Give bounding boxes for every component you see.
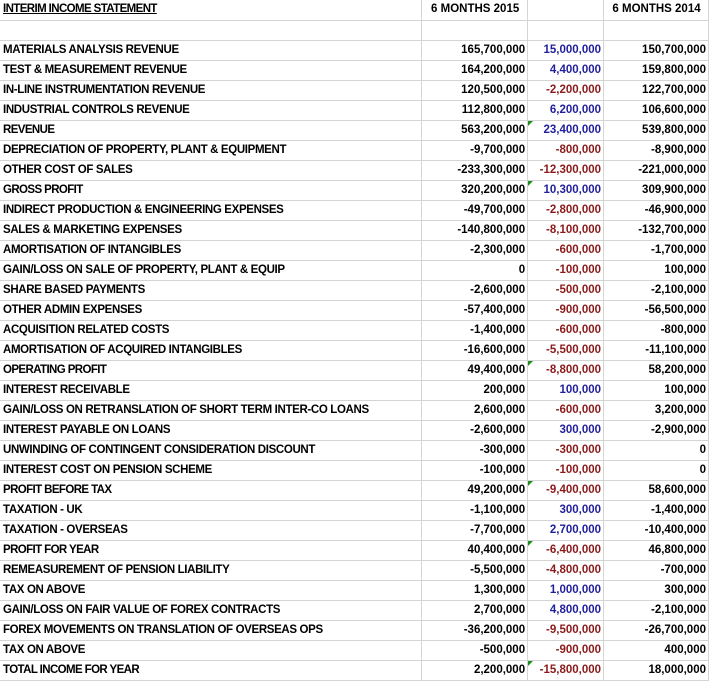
- variance-value[interactable]: -900,000: [528, 300, 604, 320]
- prior-period-value[interactable]: 159,800,000: [604, 60, 709, 80]
- current-period-value[interactable]: -16,600,000: [422, 340, 528, 360]
- line-item-label[interactable]: INTEREST RECEIVABLE: [0, 380, 422, 400]
- current-period-value[interactable]: 563,200,000: [422, 120, 528, 140]
- line-item-label[interactable]: AMORTISATION OF ACQUIRED INTANGIBLES: [0, 340, 422, 360]
- header-row: [0, 0, 709, 20]
- current-period-value[interactable]: -9,700,000: [422, 140, 528, 160]
- prior-period-value[interactable]: 0: [604, 440, 709, 460]
- variance-value[interactable]: 4,800,000: [528, 600, 604, 620]
- variance-value[interactable]: 300,000: [528, 500, 604, 520]
- current-period-value[interactable]: -300,000: [422, 440, 528, 460]
- current-period-value[interactable]: 200,000: [422, 380, 528, 400]
- table-row: [0, 300, 709, 320]
- line-item-label[interactable]: ACQUISITION RELATED COSTS: [0, 320, 422, 340]
- variance-value[interactable]: -8,100,000: [528, 220, 604, 240]
- line-item-label[interactable]: REVENUE: [0, 120, 422, 140]
- table-row: [0, 120, 709, 140]
- table-row: [0, 240, 709, 260]
- prior-period-value[interactable]: -800,000: [604, 320, 709, 340]
- table-row: [0, 440, 709, 460]
- cell-title[interactable]: [0, 0, 422, 20]
- prior-period-value[interactable]: -221,000,000: [604, 160, 709, 180]
- prior-period-value[interactable]: 100,000: [604, 380, 709, 400]
- prior-period-value[interactable]: 18,000,000: [604, 660, 709, 680]
- prior-period-value[interactable]: -2,100,000: [604, 280, 709, 300]
- current-period-value[interactable]: -2,600,000: [422, 420, 528, 440]
- line-item-label[interactable]: UNWINDING OF CONTINGENT CONSIDERATION DISCOUNT: [0, 440, 422, 460]
- variance-value[interactable]: -9,500,000: [528, 620, 604, 640]
- current-period-value[interactable]: -233,300,000: [422, 160, 528, 180]
- line-item-label[interactable]: OTHER ADMIN EXPENSES: [0, 300, 422, 320]
- line-item-label[interactable]: INTEREST PAYABLE ON LOANS: [0, 420, 422, 440]
- prior-period-value[interactable]: 106,600,000: [604, 100, 709, 120]
- variance-value[interactable]: -600,000: [528, 320, 604, 340]
- prior-period-value[interactable]: 309,900,000: [604, 180, 709, 200]
- line-item-label[interactable]: INDIRECT PRODUCTION & ENGINEERING EXPENSES: [0, 200, 422, 220]
- table-row: [0, 660, 709, 680]
- table-row: [0, 160, 709, 180]
- prior-period-value[interactable]: 0: [604, 460, 709, 480]
- prior-period-value[interactable]: 3,200,000: [604, 400, 709, 420]
- table-row: [0, 620, 709, 640]
- table-row: [0, 420, 709, 440]
- prior-period-value[interactable]: -2,900,000: [604, 420, 709, 440]
- prior-period-value[interactable]: -2,100,000: [604, 600, 709, 620]
- prior-period-value[interactable]: 58,600,000: [604, 480, 709, 500]
- line-item-label[interactable]: GAIN/LOSS ON SALE OF PROPERTY, PLANT & EQUIP: [0, 260, 422, 280]
- variance-value[interactable]: -6,400,000: [528, 540, 604, 560]
- line-item-label[interactable]: TAXATION - UK: [0, 500, 422, 520]
- line-item-label[interactable]: REMEASUREMENT OF PENSION LIABILITY: [0, 560, 422, 580]
- statement-title: INTERIM INCOME STATEMENT: [3, 3, 157, 16]
- table-row: [0, 340, 709, 360]
- header-prior-period[interactable]: 6 MONTHS 2014: [604, 0, 709, 20]
- variance-value[interactable]: -4,800,000: [528, 560, 604, 580]
- current-period-value[interactable]: 49,200,000: [422, 480, 528, 500]
- table-row: [0, 380, 709, 400]
- line-item-label[interactable]: GROSS PROFIT: [0, 180, 422, 200]
- table-row: [0, 100, 709, 120]
- variance-value[interactable]: -600,000: [528, 240, 604, 260]
- prior-period-value[interactable]: -700,000: [604, 560, 709, 580]
- line-item-label[interactable]: IN-LINE INSTRUMENTATION REVENUE: [0, 80, 422, 100]
- current-period-value[interactable]: 2,200,000: [422, 660, 528, 680]
- spacer-row: [0, 20, 709, 40]
- line-item-label[interactable]: TOTAL INCOME FOR YEAR: [0, 660, 422, 680]
- prior-period-value[interactable]: -11,100,000: [604, 340, 709, 360]
- variance-value[interactable]: 10,300,000: [528, 180, 604, 200]
- table-row: [0, 220, 709, 240]
- line-item-label[interactable]: SHARE BASED PAYMENTS: [0, 280, 422, 300]
- prior-period-value[interactable]: -46,900,000: [604, 200, 709, 220]
- current-period-value[interactable]: 0: [422, 260, 528, 280]
- line-item-label[interactable]: MATERIALS ANALYSIS REVENUE: [0, 40, 422, 60]
- table-row: [0, 540, 709, 560]
- current-period-value[interactable]: 320,200,000: [422, 180, 528, 200]
- prior-period-value[interactable]: -1,400,000: [604, 500, 709, 520]
- line-item-label[interactable]: INTEREST COST ON PENSION SCHEME: [0, 460, 422, 480]
- variance-value[interactable]: -2,800,000: [528, 200, 604, 220]
- current-period-value[interactable]: -140,800,000: [422, 220, 528, 240]
- line-item-label[interactable]: OTHER COST OF SALES: [0, 160, 422, 180]
- prior-period-value[interactable]: 46,800,000: [604, 540, 709, 560]
- table-row: [0, 560, 709, 580]
- variance-value[interactable]: 100,000: [528, 380, 604, 400]
- variance-value[interactable]: -800,000: [528, 140, 604, 160]
- prior-period-value[interactable]: 300,000: [604, 580, 709, 600]
- prior-period-value[interactable]: -10,400,000: [604, 520, 709, 540]
- prior-period-value[interactable]: 539,800,000: [604, 120, 709, 140]
- line-item-label[interactable]: INDUSTRIAL CONTROLS REVENUE: [0, 100, 422, 120]
- table-row: [0, 640, 709, 660]
- line-item-label[interactable]: FOREX MOVEMENTS ON TRANSLATION OF OVERSEAS OPS: [0, 620, 422, 640]
- current-period-value[interactable]: 120,500,000: [422, 80, 528, 100]
- current-period-value[interactable]: -1,400,000: [422, 320, 528, 340]
- current-period-value[interactable]: -49,700,000: [422, 200, 528, 220]
- prior-period-value[interactable]: 150,700,000: [604, 40, 709, 60]
- line-item-label[interactable]: PROFIT BEFORE TAX: [0, 480, 422, 500]
- prior-period-value[interactable]: 58,200,000: [604, 360, 709, 380]
- variance-value[interactable]: 23,400,000: [528, 120, 604, 140]
- current-period-value[interactable]: -36,200,000: [422, 620, 528, 640]
- empty-cell[interactable]: [0, 20, 422, 40]
- table-row: [0, 320, 709, 340]
- prior-period-value[interactable]: -1,700,000: [604, 240, 709, 260]
- prior-period-value[interactable]: 400,000: [604, 640, 709, 660]
- variance-value[interactable]: -5,500,000: [528, 340, 604, 360]
- prior-period-value[interactable]: -132,700,000: [604, 220, 709, 240]
- current-period-value[interactable]: 2,600,000: [422, 400, 528, 420]
- variance-value[interactable]: 1,000,000: [528, 580, 604, 600]
- current-period-value[interactable]: 1,300,000: [422, 580, 528, 600]
- variance-value[interactable]: 6,200,000: [528, 100, 604, 120]
- current-period-value[interactable]: -2,300,000: [422, 240, 528, 260]
- line-item-label[interactable]: TAXATION - OVERSEAS: [0, 520, 422, 540]
- variance-value[interactable]: -300,000: [528, 440, 604, 460]
- table-row: [0, 360, 709, 380]
- variance-value[interactable]: 300,000: [528, 420, 604, 440]
- table-row: [0, 600, 709, 620]
- current-period-value[interactable]: 40,400,000: [422, 540, 528, 560]
- current-period-value[interactable]: -7,700,000: [422, 520, 528, 540]
- table-row: [0, 460, 709, 480]
- line-item-label[interactable]: GAIN/LOSS ON RETRANSLATION OF SHORT TERM INTER-CO LOANS: [0, 400, 422, 420]
- line-item-label[interactable]: AMORTISATION OF INTANGIBLES: [0, 240, 422, 260]
- table-row: [0, 140, 709, 160]
- table-row: [0, 80, 709, 100]
- variance-value[interactable]: -900,000: [528, 640, 604, 660]
- variance-value[interactable]: 4,400,000: [528, 60, 604, 80]
- table-row: [0, 60, 709, 80]
- variance-value[interactable]: -9,400,000: [528, 480, 604, 500]
- line-item-label[interactable]: TAX ON ABOVE: [0, 640, 422, 660]
- current-period-value[interactable]: -100,000: [422, 460, 528, 480]
- line-item-label[interactable]: TEST & MEASUREMENT REVENUE: [0, 60, 422, 80]
- prior-period-value[interactable]: 100,000: [604, 260, 709, 280]
- table-row: [0, 40, 709, 60]
- prior-period-value[interactable]: -8,900,000: [604, 140, 709, 160]
- header-variance-blank[interactable]: [528, 0, 604, 20]
- table-row: [0, 200, 709, 220]
- line-item-label[interactable]: OPERATING PROFIT: [0, 360, 422, 380]
- current-period-value[interactable]: 164,200,000: [422, 60, 528, 80]
- variance-value[interactable]: 15,000,000: [528, 40, 604, 60]
- empty-cell[interactable]: [422, 20, 528, 40]
- variance-value[interactable]: -600,000: [528, 400, 604, 420]
- line-item-label[interactable]: GAIN/LOSS ON FAIR VALUE OF FOREX CONTRACTS: [0, 600, 422, 620]
- table-row: [0, 280, 709, 300]
- empty-cell[interactable]: [604, 20, 709, 40]
- variance-value[interactable]: -12,300,000: [528, 160, 604, 180]
- current-period-value[interactable]: -500,000: [422, 640, 528, 660]
- variance-value[interactable]: -100,000: [528, 260, 604, 280]
- current-period-value[interactable]: 165,700,000: [422, 40, 528, 60]
- variance-value[interactable]: 2,700,000: [528, 520, 604, 540]
- current-period-value[interactable]: -5,500,000: [422, 560, 528, 580]
- variance-value[interactable]: -8,800,000: [528, 360, 604, 380]
- empty-cell[interactable]: [528, 20, 604, 40]
- current-period-value[interactable]: 112,800,000: [422, 100, 528, 120]
- current-period-value[interactable]: -1,100,000: [422, 500, 528, 520]
- table-row: [0, 400, 709, 420]
- variance-value[interactable]: -15,800,000: [528, 660, 604, 680]
- table-row: [0, 500, 709, 520]
- line-item-label[interactable]: PROFIT FOR YEAR: [0, 540, 422, 560]
- variance-value[interactable]: -100,000: [528, 460, 604, 480]
- table-row: [0, 260, 709, 280]
- variance-value[interactable]: -2,200,000: [528, 80, 604, 100]
- header-current-period[interactable]: 6 MONTHS 2015: [422, 0, 528, 20]
- current-period-value[interactable]: -57,400,000: [422, 300, 528, 320]
- line-item-label[interactable]: TAX ON ABOVE: [0, 580, 422, 600]
- table-row: [0, 180, 709, 200]
- variance-value[interactable]: -500,000: [528, 280, 604, 300]
- table-row: [0, 580, 709, 600]
- current-period-value[interactable]: 49,400,000: [422, 360, 528, 380]
- prior-period-value[interactable]: 122,700,000: [604, 80, 709, 100]
- line-item-label[interactable]: DEPRECIATION OF PROPERTY, PLANT & EQUIPMENT: [0, 140, 422, 160]
- table-row: [0, 480, 709, 500]
- prior-period-value[interactable]: -56,500,000: [604, 300, 709, 320]
- prior-period-value[interactable]: -26,700,000: [604, 620, 709, 640]
- current-period-value[interactable]: 2,700,000: [422, 600, 528, 620]
- current-period-value[interactable]: -2,600,000: [422, 280, 528, 300]
- table-row: [0, 520, 709, 540]
- line-item-label[interactable]: SALES & MARKETING EXPENSES: [0, 220, 422, 240]
